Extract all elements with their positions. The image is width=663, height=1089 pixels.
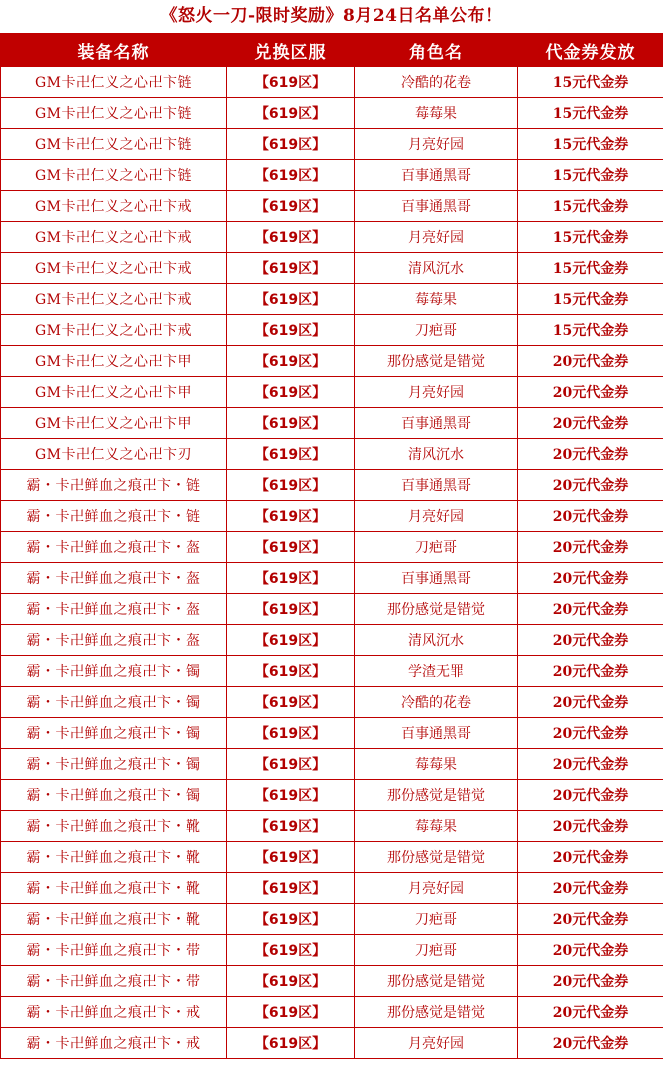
- role-name-cell: 那份感觉是错觉: [355, 966, 518, 997]
- role-name-cell: 百事通黑哥: [355, 160, 518, 191]
- voucher-cell: 15元代金券: [518, 67, 663, 98]
- server-cell: 【619区】: [227, 284, 355, 315]
- table-row: [1, 377, 663, 408]
- table-row: [1, 594, 663, 625]
- server-cell: 【619区】: [227, 346, 355, 377]
- table-row: [1, 966, 663, 997]
- table-row: [1, 749, 663, 780]
- voucher-cell: 20元代金券: [518, 935, 663, 966]
- equipment-name-cell: GM卡卍仁义之心卍卞链: [1, 67, 227, 98]
- role-name-cell: 月亮好园: [355, 129, 518, 160]
- role-name-cell: 莓莓果: [355, 98, 518, 129]
- equipment-name-cell: 霸・卡卍鲜血之痕卍卞・戒: [1, 1028, 227, 1059]
- table-row: [1, 470, 663, 501]
- table-row: [1, 842, 663, 873]
- table-row: [1, 439, 663, 470]
- role-name-cell: 刀疤哥: [355, 315, 518, 346]
- server-cell: 【619区】: [227, 997, 355, 1028]
- server-cell: 【619区】: [227, 98, 355, 129]
- server-cell: 【619区】: [227, 966, 355, 997]
- role-name-cell: 刀疤哥: [355, 935, 518, 966]
- role-name-cell: 月亮好园: [355, 377, 518, 408]
- table-row: [1, 780, 663, 811]
- voucher-cell: 20元代金券: [518, 625, 663, 656]
- table-row: [1, 253, 663, 284]
- role-name-cell: 清风沉水: [355, 625, 518, 656]
- equipment-name-cell: 霸・卡卍鲜血之痕卍卞・镯: [1, 718, 227, 749]
- voucher-cell: 20元代金券: [518, 439, 663, 470]
- role-name-cell: 刀疤哥: [355, 532, 518, 563]
- table-header-row: [1, 34, 663, 67]
- equipment-name-cell: 霸・卡卍鲜血之痕卍卞・盔: [1, 532, 227, 563]
- voucher-cell: 20元代金券: [518, 780, 663, 811]
- equipment-name-cell: GM卡卍仁义之心卍卞链: [1, 98, 227, 129]
- server-cell: 【619区】: [227, 67, 355, 98]
- equipment-name-cell: GM卡卍仁义之心卍卞戒: [1, 191, 227, 222]
- voucher-cell: 20元代金券: [518, 563, 663, 594]
- role-name-cell: 月亮好园: [355, 1028, 518, 1059]
- voucher-cell: 15元代金券: [518, 160, 663, 191]
- voucher-cell: 20元代金券: [518, 594, 663, 625]
- table-row: [1, 563, 663, 594]
- equipment-name-cell: 霸・卡卍鲜血之痕卍卞・靴: [1, 873, 227, 904]
- server-cell: 【619区】: [227, 873, 355, 904]
- role-name-cell: 那份感觉是错觉: [355, 594, 518, 625]
- server-cell: 【619区】: [227, 191, 355, 222]
- header-voucher: 代金券发放: [518, 34, 663, 67]
- equipment-name-cell: GM卡卍仁义之心卍卞链: [1, 160, 227, 191]
- voucher-cell: 15元代金券: [518, 98, 663, 129]
- server-cell: 【619区】: [227, 563, 355, 594]
- server-cell: 【619区】: [227, 222, 355, 253]
- role-name-cell: 那份感觉是错觉: [355, 842, 518, 873]
- table-row: [1, 997, 663, 1028]
- page-title: 《怒火一刀-限时奖励》8月24日名单公布！: [0, 0, 663, 33]
- equipment-name-cell: 霸・卡卍鲜血之痕卍卞・带: [1, 966, 227, 997]
- server-cell: 【619区】: [227, 811, 355, 842]
- role-name-cell: 那份感觉是错觉: [355, 346, 518, 377]
- role-name-cell: 百事通黑哥: [355, 718, 518, 749]
- server-cell: 【619区】: [227, 749, 355, 780]
- table-row: [1, 160, 663, 191]
- equipment-name-cell: 霸・卡卍鲜血之痕卍卞・靴: [1, 811, 227, 842]
- table-row: [1, 656, 663, 687]
- server-cell: 【619区】: [227, 718, 355, 749]
- role-name-cell: 莓莓果: [355, 811, 518, 842]
- voucher-cell: 20元代金券: [518, 501, 663, 532]
- table-row: [1, 284, 663, 315]
- voucher-cell: 20元代金券: [518, 718, 663, 749]
- table-row: [1, 935, 663, 966]
- table-row: [1, 873, 663, 904]
- table-row: [1, 67, 663, 98]
- server-cell: 【619区】: [227, 160, 355, 191]
- voucher-cell: 20元代金券: [518, 1028, 663, 1059]
- role-name-cell: 那份感觉是错觉: [355, 997, 518, 1028]
- equipment-name-cell: GM卡卍仁义之心卍卞甲: [1, 408, 227, 439]
- equipment-name-cell: 霸・卡卍鲜血之痕卍卞・靴: [1, 842, 227, 873]
- server-cell: 【619区】: [227, 935, 355, 966]
- voucher-cell: 15元代金券: [518, 222, 663, 253]
- voucher-cell: 20元代金券: [518, 842, 663, 873]
- equipment-name-cell: GM卡卍仁义之心卍卞甲: [1, 346, 227, 377]
- role-name-cell: 冷酷的花卷: [355, 67, 518, 98]
- server-cell: 【619区】: [227, 656, 355, 687]
- server-cell: 【619区】: [227, 439, 355, 470]
- role-name-cell: 月亮好园: [355, 222, 518, 253]
- equipment-name-cell: 霸・卡卍鲜血之痕卍卞・链: [1, 501, 227, 532]
- server-cell: 【619区】: [227, 904, 355, 935]
- server-cell: 【619区】: [227, 687, 355, 718]
- role-name-cell: 百事通黑哥: [355, 191, 518, 222]
- role-name-cell: 莓莓果: [355, 749, 518, 780]
- equipment-name-cell: GM卡卍仁义之心卍卞戒: [1, 222, 227, 253]
- voucher-cell: 20元代金券: [518, 749, 663, 780]
- server-cell: 【619区】: [227, 501, 355, 532]
- table-row: [1, 222, 663, 253]
- voucher-cell: 20元代金券: [518, 377, 663, 408]
- role-name-cell: 刀疤哥: [355, 904, 518, 935]
- voucher-cell: 20元代金券: [518, 346, 663, 377]
- role-name-cell: 清风沉水: [355, 439, 518, 470]
- voucher-cell: 15元代金券: [518, 315, 663, 346]
- equipment-name-cell: GM卡卍仁义之心卍卞刃: [1, 439, 227, 470]
- role-name-cell: 百事通黑哥: [355, 470, 518, 501]
- equipment-name-cell: 霸・卡卍鲜血之痕卍卞・盔: [1, 625, 227, 656]
- table-row: [1, 811, 663, 842]
- voucher-cell: 20元代金券: [518, 408, 663, 439]
- table-row: [1, 1028, 663, 1059]
- role-name-cell: 月亮好园: [355, 873, 518, 904]
- equipment-name-cell: 霸・卡卍鲜血之痕卍卞・镯: [1, 687, 227, 718]
- server-cell: 【619区】: [227, 129, 355, 160]
- server-cell: 【619区】: [227, 1028, 355, 1059]
- server-cell: 【619区】: [227, 253, 355, 284]
- role-name-cell: 清风沉水: [355, 253, 518, 284]
- table-row: [1, 129, 663, 160]
- voucher-cell: 15元代金券: [518, 191, 663, 222]
- equipment-name-cell: 霸・卡卍鲜血之痕卍卞・盔: [1, 563, 227, 594]
- table-body: [1, 67, 663, 1059]
- equipment-name-cell: GM卡卍仁义之心卍卞戒: [1, 315, 227, 346]
- role-name-cell: 月亮好园: [355, 501, 518, 532]
- role-name-cell: 百事通黑哥: [355, 563, 518, 594]
- header-exchange-server: 兑换区服: [227, 34, 355, 67]
- voucher-cell: 20元代金券: [518, 532, 663, 563]
- equipment-name-cell: 霸・卡卍鲜血之痕卍卞・靴: [1, 904, 227, 935]
- server-cell: 【619区】: [227, 470, 355, 501]
- server-cell: 【619区】: [227, 532, 355, 563]
- table-row: [1, 501, 663, 532]
- role-name-cell: 学渣无罪: [355, 656, 518, 687]
- voucher-cell: 15元代金券: [518, 129, 663, 160]
- voucher-cell: 20元代金券: [518, 904, 663, 935]
- equipment-name-cell: 霸・卡卍鲜血之痕卍卞・带: [1, 935, 227, 966]
- role-name-cell: 那份感觉是错觉: [355, 780, 518, 811]
- table-row: [1, 687, 663, 718]
- table-row: [1, 625, 663, 656]
- server-cell: 【619区】: [227, 408, 355, 439]
- table-row: [1, 315, 663, 346]
- equipment-name-cell: 霸・卡卍鲜血之痕卍卞・镯: [1, 656, 227, 687]
- role-name-cell: 百事通黑哥: [355, 408, 518, 439]
- table-row: [1, 408, 663, 439]
- table-row: [1, 718, 663, 749]
- equipment-name-cell: 霸・卡卍鲜血之痕卍卞・戒: [1, 997, 227, 1028]
- server-cell: 【619区】: [227, 377, 355, 408]
- equipment-name-cell: 霸・卡卍鲜血之痕卍卞・镯: [1, 780, 227, 811]
- header-equipment-name: 装备名称: [1, 34, 227, 67]
- table-row: [1, 191, 663, 222]
- award-table: [0, 33, 663, 1059]
- server-cell: 【619区】: [227, 780, 355, 811]
- server-cell: 【619区】: [227, 594, 355, 625]
- voucher-cell: 20元代金券: [518, 470, 663, 501]
- equipment-name-cell: GM卡卍仁义之心卍卞戒: [1, 284, 227, 315]
- equipment-name-cell: 霸・卡卍鲜血之痕卍卞・镯: [1, 749, 227, 780]
- table-row: [1, 346, 663, 377]
- server-cell: 【619区】: [227, 625, 355, 656]
- equipment-name-cell: GM卡卍仁义之心卍卞甲: [1, 377, 227, 408]
- server-cell: 【619区】: [227, 315, 355, 346]
- equipment-name-cell: GM卡卍仁义之心卍卞链: [1, 129, 227, 160]
- header-role-name: 角色名: [355, 34, 518, 67]
- voucher-cell: 20元代金券: [518, 687, 663, 718]
- voucher-cell: 15元代金券: [518, 253, 663, 284]
- server-cell: 【619区】: [227, 842, 355, 873]
- role-name-cell: 莓莓果: [355, 284, 518, 315]
- voucher-cell: 20元代金券: [518, 811, 663, 842]
- table-row: [1, 904, 663, 935]
- voucher-cell: 20元代金券: [518, 997, 663, 1028]
- voucher-cell: 20元代金券: [518, 656, 663, 687]
- table-row: [1, 98, 663, 129]
- voucher-cell: 15元代金券: [518, 284, 663, 315]
- role-name-cell: 冷酷的花卷: [355, 687, 518, 718]
- equipment-name-cell: 霸・卡卍鲜血之痕卍卞・链: [1, 470, 227, 501]
- equipment-name-cell: 霸・卡卍鲜血之痕卍卞・盔: [1, 594, 227, 625]
- voucher-cell: 20元代金券: [518, 873, 663, 904]
- table-row: [1, 532, 663, 563]
- voucher-cell: 20元代金券: [518, 966, 663, 997]
- equipment-name-cell: GM卡卍仁义之心卍卞戒: [1, 253, 227, 284]
